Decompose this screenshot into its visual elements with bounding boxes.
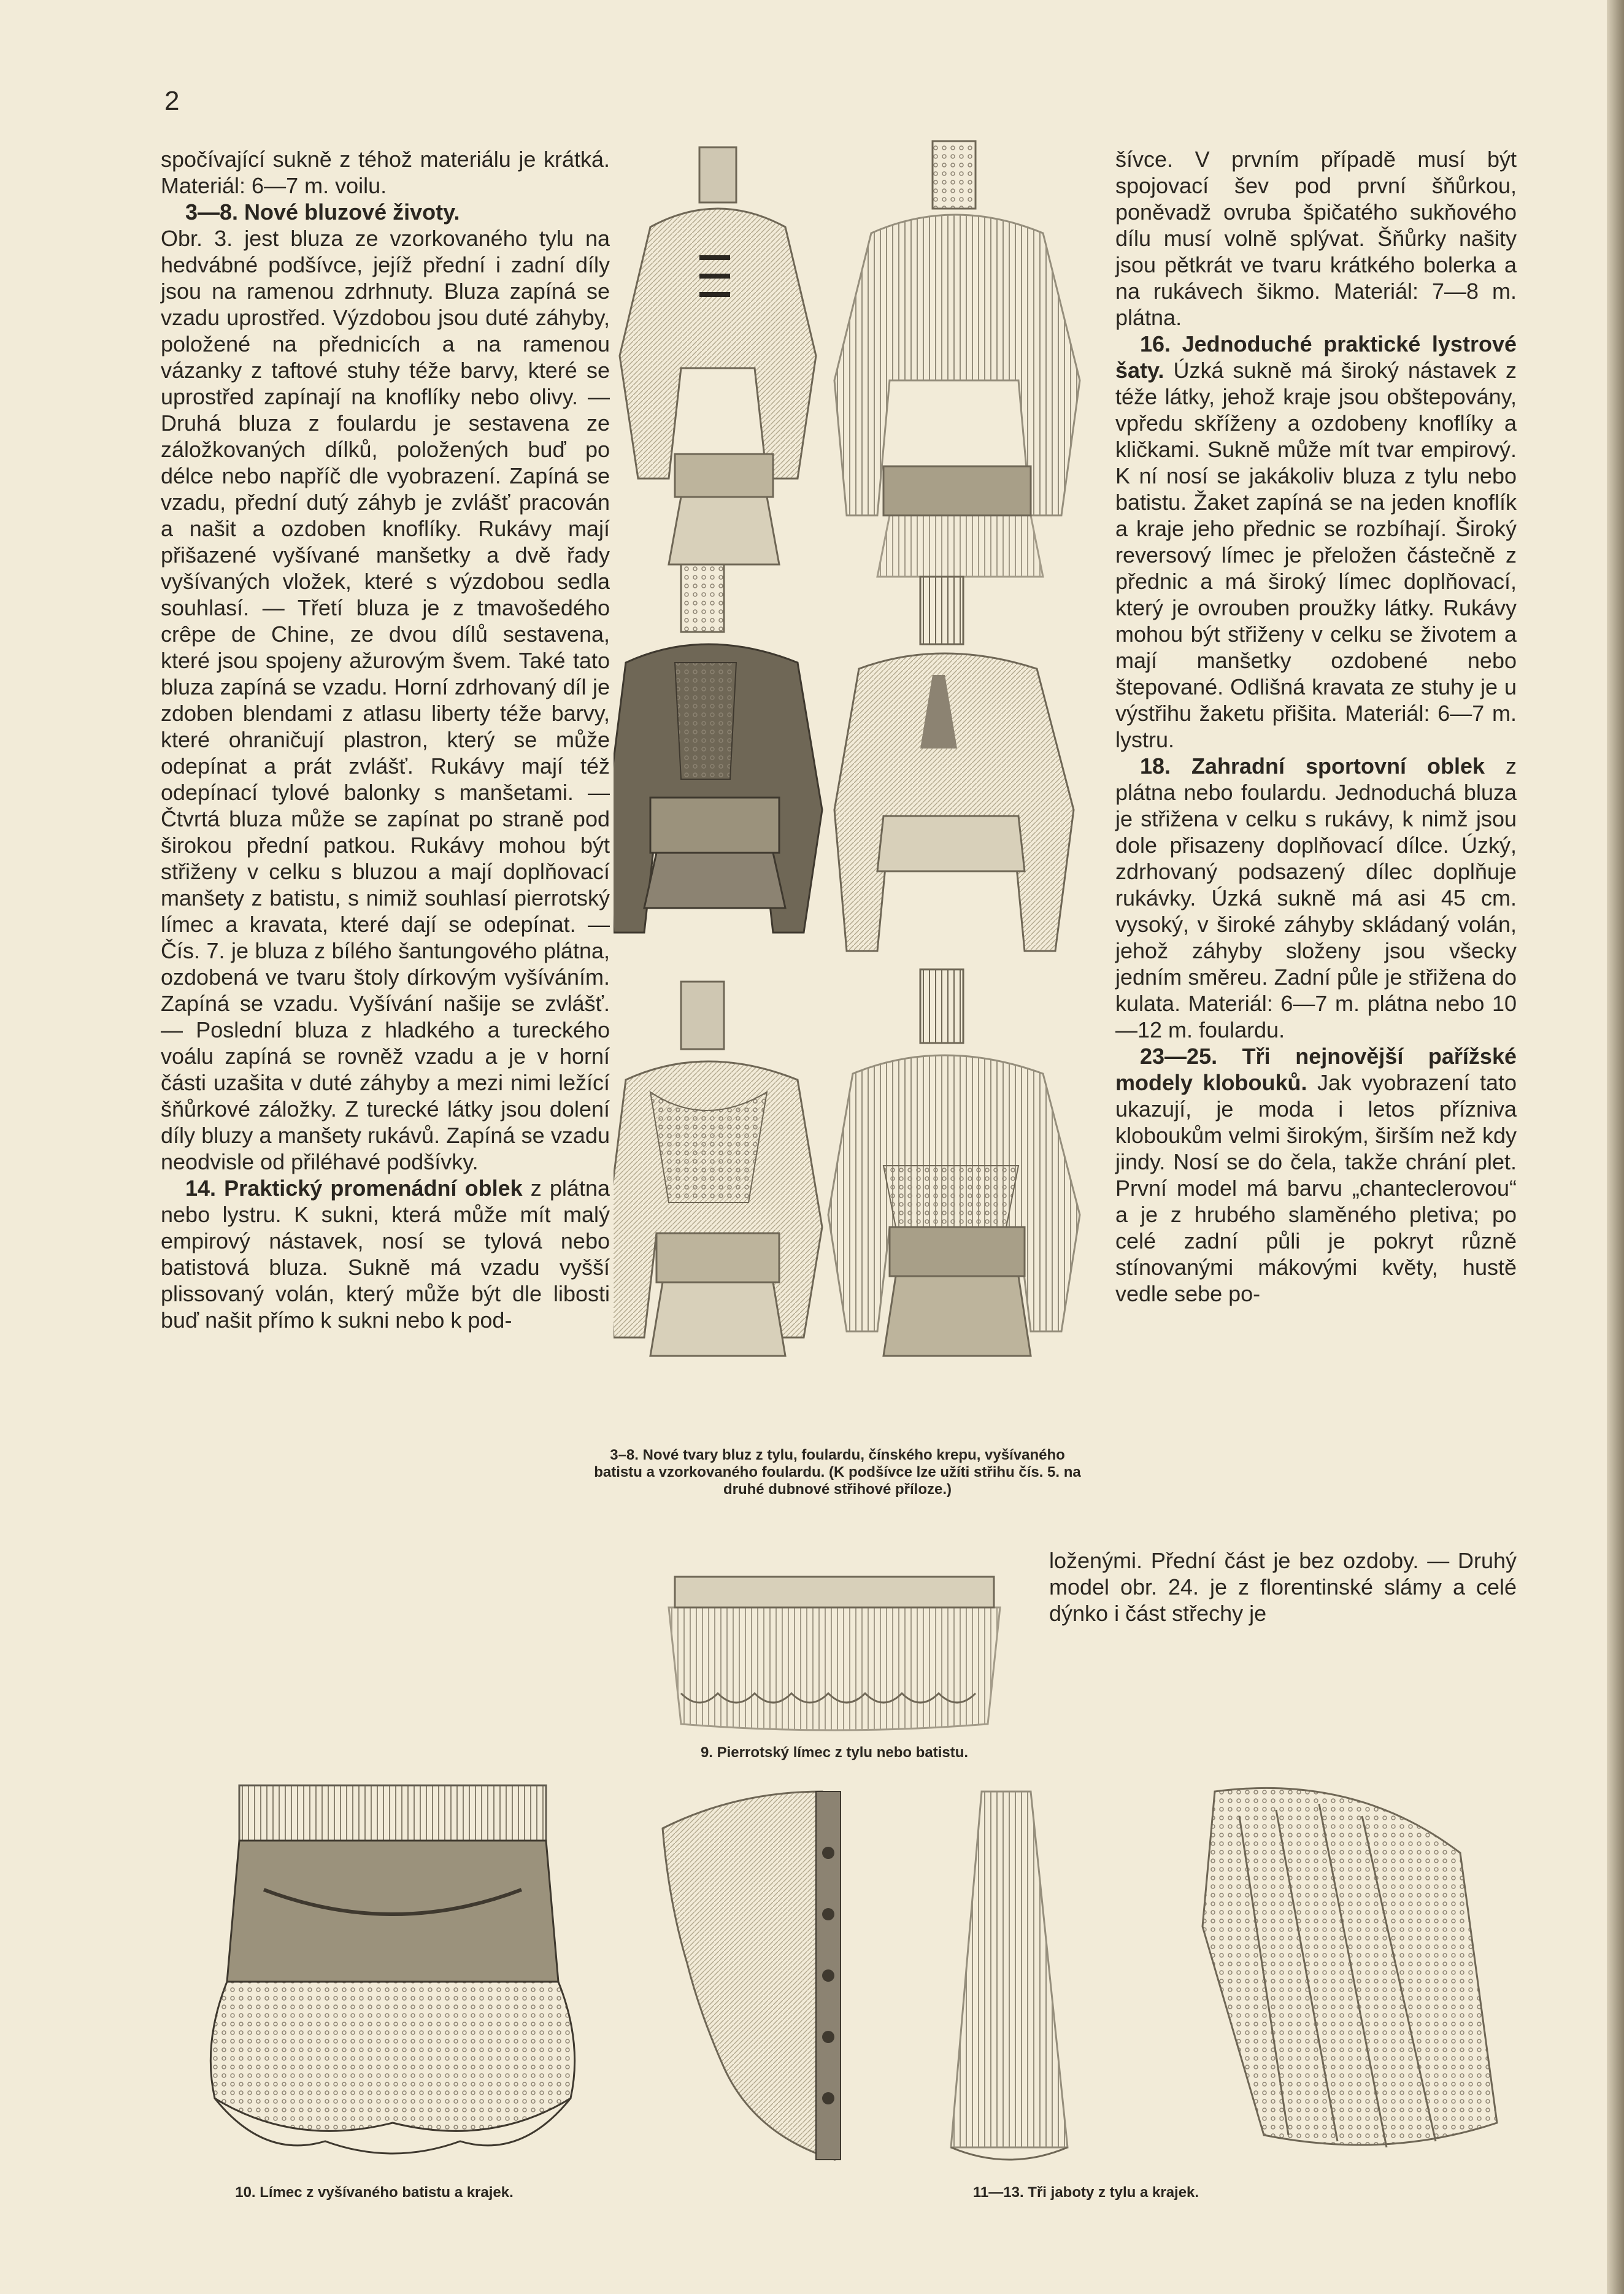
blouses-illustration <box>614 135 1098 1423</box>
left-paragraph-1: spočívající sukně z téhož materiálu je krátká. Materiál: 6—7 m. voilu. <box>161 147 610 198</box>
left-paragraph-2-body: Obr. 3. jest bluza ze vzorkovaného tylu na hedvábné podšívce, jejíž přední i zadní díly jsou na ramenou zdrhnuty. Bluza zapíná se vzadu uprostřed. Výzdobou jsou duté záhyby, položené na přednicích a na ramenou vázanky z taftové stuhy téže barvy, které se uprostřed zapínají na knoflíky nebo olivy. — Druhá bluza z foulardu je sestavena ze záložkovaných dílků, položených buď po délce nebo napříč dle vyobrazení. Zapíná se vzadu, přední dutý záhyb je zvlášť pracován a našit a ozdoben knoflíky. Rukávy mají přišazené vyšívané manšetky a dvě řady vyšívaných vložek, které s výzdobou sedla souhlasí. — Třetí bluza je z tmavošedého crêpe de Chine, ze dvou dílů sestavena, které jsou spojeny ažurovým švem. Také tato bluza zapíná se vzadu. Horní zdrhovaný díl je zdoben blendami z atlasu liberty téže barvy, které ohraničují plastron, který se může odepínat a prát zvlášť. Rukávy mají též odepínací tylové balonky s manšetami. — Čtvrtá bluza může se zapínat po straně pod širokou přední patkou. Rukávy mohou být střiženy v celku s bluzou a mají doplňovací manšety z batistu, s nimiž souhlasí pierrotský límec a kravata, které dají se odepínat. — Čís. 7. je bluza z bílého šantungového plátna, ozdobená ve tvaru štoly dírkovým vyšíváním. Zapíná se vzadu. Vyšívání našije se zvlášť. — Poslední bluza z hladkého a tureckého voálu zapíná se rovněž vzadu a je v horní části uzašita v duté záhyby a mezi nimi ležící šňůrkové záložky. Z turecké látky jsou dolení díly bluzy a manšety rukávů. Zapíná se vzadu neodvisle od přiléhavé podšívky. <box>161 226 610 1174</box>
collar-9-caption: 9. Pierrotský límec z tylu nebo batistu. <box>700 1744 969 1761</box>
blouse-3 <box>620 147 816 564</box>
jabot-11 <box>663 1792 841 2160</box>
blouse-6 <box>834 577 1074 951</box>
page-edge-shadow <box>1607 0 1624 2294</box>
right-paragraph-2 <box>1115 331 1517 753</box>
right-paragraph-4 <box>1115 1043 1517 1307</box>
left-paragraph-3-body: z plátna nebo lystru. K sukni, která může mít malý empirový nástavek, nosí se tylová nebo batistová bluza. Sukně má vzadu vyšší plissovaný volán, který může být dle libosti buď našit přímo k sukni nebo k pod- <box>161 1176 610 1333</box>
right-text-column <box>1115 146 1517 1307</box>
left-paragraph-2 <box>161 199 610 1175</box>
blouse-5 <box>614 564 822 933</box>
left-paragraph-3 <box>161 1175 610 1333</box>
blouse-4 <box>834 141 1080 577</box>
right-paragraph-5: loženými. Přední část je bez ozdoby. — Druhý model obr. 24. je z florentinské slámy a celé dýnko i část střechy je <box>1049 1548 1517 1626</box>
section-heading-promenade: 14. Praktický promenádní oblek <box>185 1176 523 1201</box>
jabots-engraving <box>650 1779 1509 2172</box>
right-paragraph-4-body: Jak vyobrazení tato ukazují, je moda i letos přízniva kloboukům velmi širokým, širším než kdy jindy. Nosí se do čela, takže chrání plet. První model má barvu „chanteclerovou“ a je z hrubého slaměného pletiva; po celé zadní půli je pokryt různě stínovanými mákovými květy, hustě vedle sebe po- <box>1115 1070 1517 1306</box>
section-heading-garden-suit: 18. Zahradní sportovní oblek <box>1140 753 1485 779</box>
section-heading-blouses: 3—8. Nové bluzové životy. <box>185 199 460 225</box>
blouses-caption: 3–8. Nové tvary bluz z tylu, foulardu, čínského krepu, vyšívaného batistu a vzorkovaného foulardu. (K podšívce lze užíti střihu čís. 5. na druhé dubnové střihové příloze.) <box>594 1447 1081 1498</box>
right-paragraph-1: šívce. V prvním případě musí být spojovací šev pod první šňůrkou, poněvadž ovruba špičatého sukňového dílu musí volně splývat. Šňůrky našity jsou pětkrát ve tvaru krátkého bolerka a na rukávech šikmo. Materiál: 7—8 m. plátna. <box>1115 147 1517 330</box>
jabot-13 <box>1203 1788 1497 2147</box>
collar-9-illustration <box>663 1571 1006 1736</box>
right-paragraph-3-body: z plátna nebo foulardu. Jednoduchá bluza je střižena v celku s rukávy, k nimž jsou dole přisazeny doplňovací dílce. Úzký, zdrhovaný podsazený dílec doplňuje rukávky. Úzká sukně má asi 45 cm. vysoký, v široké záhyby skládaný volán, jehož záhyby složeny jsou všecky jedním směreu. Zadní půle je střižena do kulata. Materiál: 6—7 m. plátna nebo 10—12 m. foulardu. <box>1115 753 1517 1042</box>
page-number: 2 <box>164 86 180 116</box>
collar-10-illustration <box>202 1779 583 2166</box>
blouse-8 <box>828 969 1080 1356</box>
left-text-column <box>161 146 610 1333</box>
section-heading-lustre-dress: 16. Jednoduché praktické lystrové šaty. <box>1115 331 1517 383</box>
blouse-7 <box>614 982 822 1356</box>
collar-9-engraving <box>663 1571 1006 1736</box>
collar-10-engraving <box>202 1779 583 2166</box>
jabot-12 <box>951 1792 1068 2160</box>
collar-10-caption: 10. Límec z vyšívaného batistu a krajek. <box>235 2184 514 2201</box>
jabots-caption: 11—13. Tři jaboty z tylu a krajek. <box>972 2184 1199 2201</box>
right-paragraph-2-body: Úzká sukně má široký nástavek z téže látky, jehož kraje jsou obštepovány, vpředu skříženy a ozdobeny knoflíky a kličkami. Sukně může mít tvar empirový. K ní nosí se jakákoliv bluza z tylu nebo batistu. Žaket zapíná se na jeden knoflík a kraje jeho přednic se rozbíhají. Široký reversový límec je přeložen částečně z přednic a má široký límec doplňovací, který je ovrouben proužky látky. Rukávy mohou být střiženy v celku se životem a mají manšetky ozdobené nebo štepované. Odlišná kravata ze stuhy je u výstřihu žaketu přišita. Materiál: 6—7 m. lystru. <box>1115 358 1517 752</box>
section-heading-hats: 23—25. Tři nejnovější pařížské modely klobouků. <box>1115 1044 1517 1095</box>
jabots-illustration <box>650 1779 1509 2172</box>
blouses-engraving <box>614 135 1098 1423</box>
right-paragraph-3 <box>1115 753 1517 1043</box>
right-text-continuation <box>1049 1547 1517 1626</box>
